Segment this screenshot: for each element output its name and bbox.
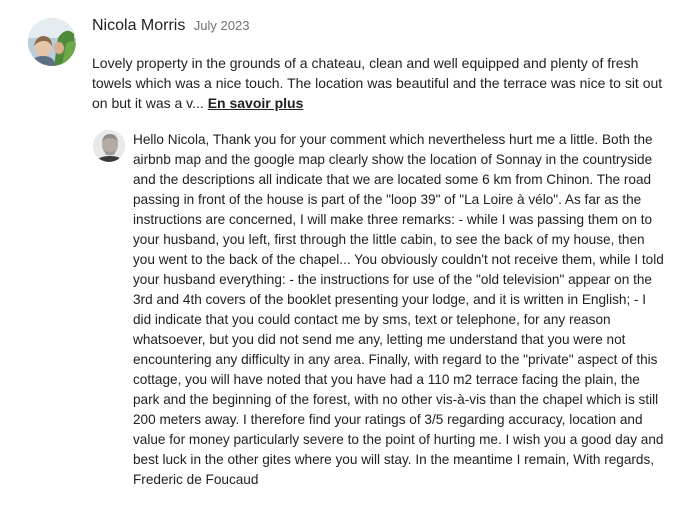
reviewer-name: Nicola Morris <box>92 17 186 34</box>
reviewer-avatar[interactable] <box>28 18 76 66</box>
host-response-text: Hello Nicola, Thank you for your comment which nevertheless hurt me a little. Both the airbnb map and the google map clearly show the location of Sonnay in the countryside and the descriptions all indicate that we are located some 6 km from Chinon. The road passing in front of the house is part of the "loop 39" of "La Loire à vélo". As far as the instructions are concerned, I will make three remarks: - while I was passing them on to your husband, you left, first through the little cabin, to see the back of my house, then you went to the back of the chapel... You obviously couldn't not receive them, while I told your husband everything: - the instructions for use of the "old television" appear on the 3rd and 4th covers of the booklet presenting your lodge, and it is written in English; - I did indicate that you could contact me by sms, text or telephone, for any reason whatsoever, but you did not send me any, letting me understand that you were not encountering any difficulty in any area. Finally, with regard to the "private" aspect of this cottage, you will have noted that you have had a 110 m2 terrace facing the plain, the park and the beginning of the forest, with no other vis-à-vis than the chapel which is still 200 meters away. I therefore find your ratings of 3/5 regarding accuracy, location and value for money particularly severe to the point of hurting me. I wish you a good day and best luck in the other gites where you will stay. In the meantime I remain, With regards, Frederic de Foucaud <box>133 132 664 487</box>
host-avatar[interactable] <box>93 130 125 162</box>
read-more-link[interactable]: En savoir plus <box>207 95 304 111</box>
reviewer-meta <box>92 17 249 35</box>
review-card <box>28 16 673 111</box>
review-body: Lovely property in the grounds of a chateau, clean and well equipped and plenty of fresh towels which was a nice touch. The location was beautiful and the terrace was nice to sit out on but it was a v... <box>92 55 663 111</box>
review-text <box>92 53 674 113</box>
review-date: July 2023 <box>193 18 250 33</box>
